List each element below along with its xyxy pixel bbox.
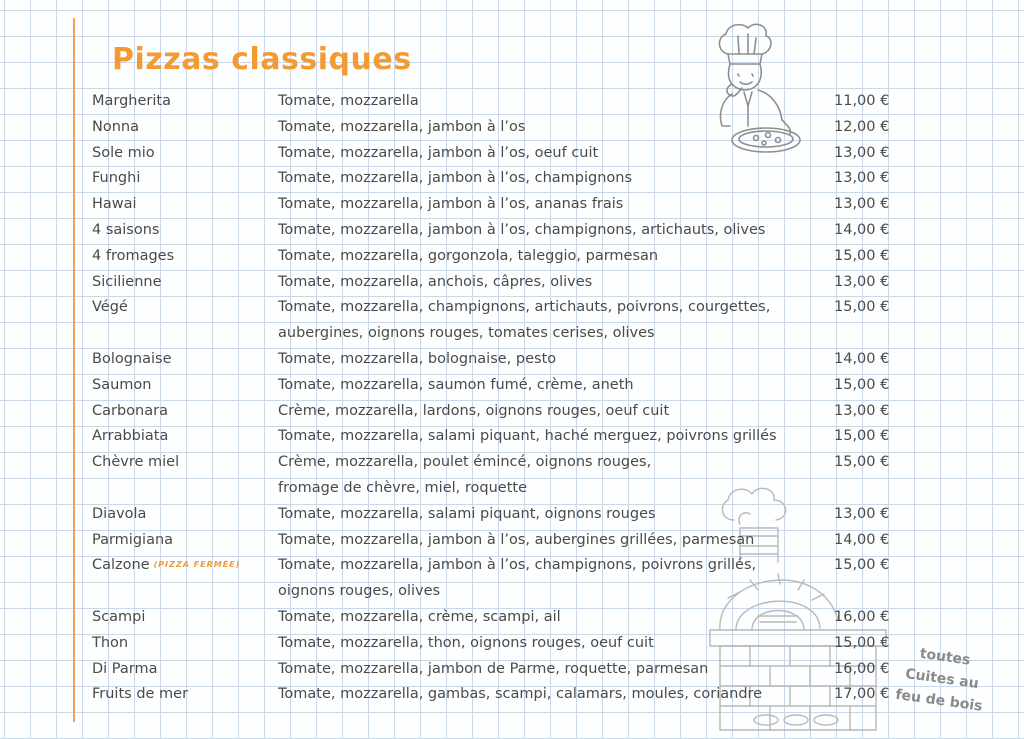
ingredients-line: Tomate, mozzarella, jambon à l’os: [278, 118, 526, 135]
pizza-name: [92, 552, 240, 578]
pizza-ingredients: [278, 398, 818, 424]
pizza-price: 15,00 €: [834, 454, 890, 471]
pizza-ingredients: [278, 88, 818, 114]
ingredients-line: Tomate, mozzarella, jambon à l’os, champignons, poivrons grillés,: [278, 557, 757, 574]
pizza-price: 15,00 €: [834, 299, 890, 316]
pizza-name-text: Di Parma: [92, 660, 158, 677]
pizza-ingredients: [278, 423, 818, 449]
ingredients-line: fromage de chèvre, miel, roquette: [278, 480, 527, 497]
pizza-ingredients: [278, 269, 818, 295]
pizza-name: [92, 294, 128, 320]
pizza-ingredients: [278, 217, 818, 243]
pizza-name: [92, 398, 168, 424]
side-note-line: Cuites au: [904, 665, 980, 693]
ingredients-line: Tomate, mozzarella: [278, 93, 419, 109]
pizza-price: 15,00 €: [834, 634, 890, 651]
pizza-name-text: Sole mio: [92, 144, 155, 161]
ingredients-line: Tomate, mozzarella, thon, oignons rouges, oeuf cuit: [278, 634, 654, 651]
pizza-name: [92, 346, 172, 372]
pizza-ingredients: [278, 501, 818, 527]
pizza-name-text: Scampi: [92, 609, 146, 625]
pizza-name-text: Bolognaise: [92, 351, 172, 367]
pizza-name: [92, 88, 171, 114]
pizza-name: [92, 501, 146, 527]
pizza-name-text: Arrabbiata: [92, 428, 169, 445]
ingredients-line: Tomate, mozzarella, jambon à l’os, oeuf cuit: [278, 144, 599, 161]
pizza-name: [92, 449, 179, 475]
ingredients-line: aubergines, oignons rouges, tomates cerises, olives: [278, 325, 655, 342]
ingredients-line: Tomate, mozzarella, salami piquant, haché merguez, poivrons grillés: [278, 428, 777, 445]
pizza-ingredients: [278, 630, 818, 656]
pizza-name-text: Saumon: [92, 376, 152, 393]
pizza-name: [92, 114, 139, 140]
side-note-line: feu de bois: [894, 686, 984, 715]
pizza-ingredients: [278, 372, 818, 398]
pizza-name: [92, 656, 158, 682]
pizza-name-text: Thon: [92, 634, 129, 651]
pizza-name: [92, 217, 159, 243]
pizza-name: [92, 527, 173, 553]
pizza-name-text: Végé: [92, 299, 128, 316]
pizza-name-text: Carbonara: [92, 402, 168, 419]
pizza-name: [92, 630, 128, 656]
pizza-name-text: Nonna: [92, 118, 139, 135]
ingredients-line: Tomate, mozzarella, saumon fumé, crème, aneth: [278, 376, 634, 393]
pizza-name-text: Funghi: [92, 170, 141, 187]
pizza-name-text: Hawai: [92, 196, 137, 213]
pizza-ingredients: [278, 604, 818, 630]
pizza-price: 14,00 €: [834, 531, 890, 548]
pizza-price: 12,00 €: [834, 118, 890, 135]
ingredients-line: Tomate, mozzarella, jambon à l’os, aubergines grillées, parmesan: [278, 531, 755, 548]
pizza-ingredients: [278, 114, 818, 140]
pizza-price: 13,00 €: [834, 402, 890, 419]
pizza-price: 11,00 €: [834, 93, 890, 109]
pizza-ingredients: [278, 449, 818, 501]
pizza-name-text: 4 fromages: [92, 247, 175, 264]
ingredients-line: Tomate, mozzarella, bolognaise, pesto: [278, 351, 557, 367]
ingredients-line: Tomate, mozzarella, jambon à l’os, champignons, artichauts, olives: [278, 222, 766, 238]
pizza-name: [92, 423, 168, 449]
ingredients-line: Tomate, mozzarella, salami piquant, oignons rouges: [278, 505, 656, 522]
pizza-ingredients: [278, 140, 818, 166]
pizza-name: [92, 604, 145, 630]
pizza-name: [92, 269, 162, 295]
ingredients-line: Crème, mozzarella, poulet émincé, oignons rouges,: [278, 454, 652, 471]
pizza-name: [92, 243, 174, 269]
pizza-price: 13,00 €: [834, 505, 890, 522]
pizza-ingredients: [278, 346, 818, 372]
pizza-note: (PIZZA FERMÉE): [153, 560, 241, 570]
pizza-price: 13,00 €: [834, 196, 890, 213]
pizza-name-text: Fruits de mer: [92, 686, 189, 703]
pizza-name-text: Chèvre miel: [92, 454, 180, 471]
pizza-price: 17,00 €: [834, 686, 890, 703]
ingredients-line: oignons rouges, olives: [278, 583, 441, 600]
pizza-ingredients: [278, 527, 818, 553]
ingredients-line: Crème, mozzarella, lardons, oignons rouges, oeuf cuit: [278, 402, 670, 419]
pizza-price: 13,00 €: [834, 273, 890, 290]
pizza-price: 16,00 €: [834, 609, 890, 625]
pizza-price: 15,00 €: [834, 247, 890, 264]
side-note-line: toutes: [918, 645, 972, 669]
pizza-name: [92, 681, 188, 707]
pizza-name-text: Diavola: [92, 505, 147, 522]
pizza-price: 15,00 €: [834, 557, 890, 574]
pizza-ingredients: [278, 552, 818, 604]
pizza-price: 15,00 €: [834, 376, 890, 393]
ingredients-line: Tomate, mozzarella, champignons, artichauts, poivrons, courgettes,: [278, 299, 771, 316]
side-note: [888, 639, 996, 718]
ingredients-line: Tomate, mozzarella, jambon de Parme, roquette, parmesan: [278, 660, 709, 677]
pizza-name: [92, 140, 155, 166]
pizza-ingredients: [278, 165, 818, 191]
pizza-price: 14,00 €: [834, 351, 890, 367]
ingredients-line: Tomate, mozzarella, anchois, câpres, olives: [278, 273, 593, 290]
ingredients-line: Tomate, mozzarella, jambon à l’os, champignons: [278, 170, 633, 187]
pizza-ingredients: [278, 294, 818, 346]
pizza-price: 13,00 €: [834, 170, 890, 187]
pizza-price: 15,00 €: [834, 428, 890, 445]
pizza-name-text: Calzone: [92, 557, 150, 574]
pizza-name-text: 4 saisons: [92, 222, 160, 238]
pizza-name-text: Sicilienne: [92, 273, 162, 290]
pizza-ingredients: [278, 681, 818, 707]
ingredients-line: Tomate, mozzarella, gorgonzola, taleggio, parmesan: [278, 247, 659, 264]
pizza-name: [92, 165, 140, 191]
pizza-name: [92, 372, 151, 398]
pizza-ingredients: [278, 243, 818, 269]
pizza-name-text: Margherita: [92, 93, 171, 109]
pizza-price: 14,00 €: [834, 222, 890, 238]
pizza-ingredients: [278, 656, 818, 682]
pizza-ingredients: [278, 191, 818, 217]
ingredients-line: Tomate, mozzarella, crème, scampi, ail: [278, 609, 561, 625]
pizza-price: 13,00 €: [834, 144, 890, 161]
pizza-name: [92, 191, 137, 217]
page-title: Pizzas classiques: [112, 42, 412, 77]
ingredients-line: Tomate, mozzarella, jambon à l’os, ananas frais: [278, 196, 624, 213]
ingredients-line: Tomate, mozzarella, gambas, scampi, calamars, moules, coriandre: [278, 686, 763, 703]
pizza-price: 16,00 €: [834, 660, 890, 677]
pizza-name-text: Parmigiana: [92, 531, 174, 548]
